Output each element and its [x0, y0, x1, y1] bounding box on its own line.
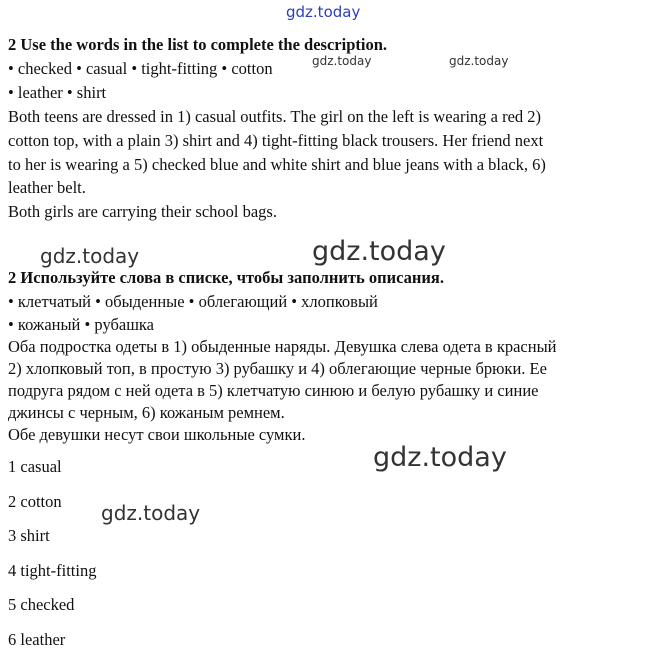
answer-item: 5 checked — [8, 595, 75, 614]
paragraph-line: 2) хлопковый топ, в простую 3) рубашку и 4) облегающие черные брюки. Ее — [8, 359, 547, 378]
word-list-line: • checked • casual • tight-fitting • cotton — [8, 59, 273, 78]
answer-item: 1 casual — [8, 457, 62, 476]
watermark-text: gdz.today — [101, 501, 201, 525]
word-list-line: • клетчатый • обыденные • облегающий • хлопковый — [8, 292, 378, 311]
watermark-text: gdz.today — [40, 244, 140, 268]
paragraph-line: to her is wearing a 5) checked blue and white shirt and blue jeans with a black, 6) — [8, 155, 546, 174]
paragraph-line: cotton top, with a plain 3) shirt and 4) tight-fitting black trousers. Her friend next — [8, 131, 544, 150]
watermark-text: gdz.today — [312, 54, 372, 68]
paragraph-line: Оба подростка одеты в 1) обыденные наряды. Девушка слева одета в красный — [8, 337, 557, 356]
exercise-heading-russian: 2 Используйте слова в списке, чтобы заполнить описания. — [8, 268, 444, 287]
word-list-line: • кожаный • рубашка — [8, 315, 154, 334]
watermark-text: gdz.today — [449, 54, 509, 68]
answer-item: 3 shirt — [8, 526, 50, 545]
paragraph-line: Обе девушки несут свои школьные сумки. — [8, 425, 306, 444]
exercise-heading-english: 2 Use the words in the list to complete the description. — [8, 35, 388, 54]
watermark-text: gdz.today — [312, 236, 446, 267]
paragraph-line: leather belt. — [8, 178, 86, 197]
watermark-text: gdz.today — [373, 442, 507, 473]
answer-item: 4 tight-fitting — [8, 561, 97, 580]
paragraph-line: Both teens are dressed in 1) casual outfits. The girl on the left is wearing a red 2) — [8, 107, 542, 126]
watermark-logo: gdz.today — [286, 3, 361, 21]
paragraph-line: джинсы с черным, 6) кожаным ремнем. — [8, 403, 285, 422]
answer-item: 2 cotton — [8, 492, 62, 511]
paragraph-line: Both girls are carrying their school bags. — [8, 202, 277, 221]
answer-item: 6 leather — [8, 630, 66, 649]
paragraph-line: подруга рядом с ней одета в 5) клетчатую синюю и белую рубашку и синие — [8, 381, 539, 400]
word-list-line: • leather • shirt — [8, 83, 107, 102]
